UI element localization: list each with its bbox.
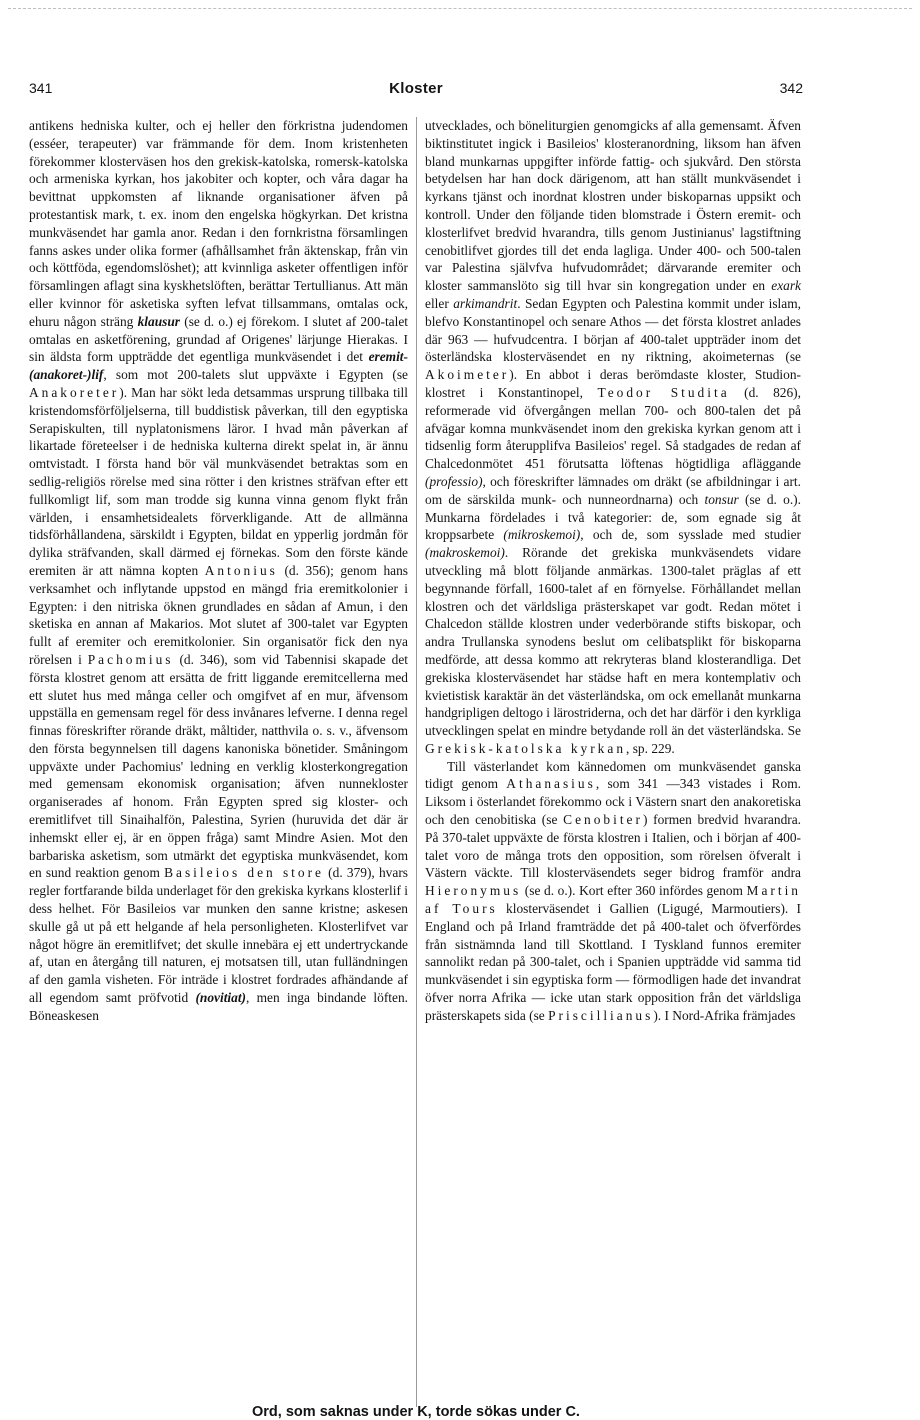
text-run: (d. 379), hvars regler fortfarande bilda underlaget för den grekiska kyrkans klosterlif i dess helhet. För Basileios var munken den sanne kristne; askesen skulle gå ut på ett helgande af hela personligheten. Klosterlifvet var något högre än eremitlifvet; det skulle innebära ej ett undertryckande af, utan en återgång till naturen, ej motsatsen till, utan fulländningen af den gamla visheten. För inträde i klostret fordrades afhändande af all egendom samt pröfvotid bbox=[29, 865, 408, 1006]
name-antonius: Antonius bbox=[204, 562, 278, 578]
text-run: utvecklades, och böneliturgien genomgicks af alla gemensamt. Äfven biktinstitutet ingick i Basileios' klosteranordning, liksom han äfven bland munkarnas uppgifter införde fattig- och sjukvård. Den största betydelsen har han dock därigenom, att han ställt munkväsendet i kyrkans tjänst och inordnat klostren under biskoparnas uppsikt och kontroll. Under den följande tiden blomstrade i Östern eremit- och klosterlifvet bredvid hvarandra, tills genom Justinianus' lagstiftning cenobitlifvet gjordes till det enda lagliga. Under 400- och 500-talen var Palestina självfva hufvudområdet; därvarande eremiter och kloster sammanslöto sig till hvar sin kongregation under en bbox=[425, 118, 801, 294]
crossref-akoimeter: Akoimeter bbox=[425, 367, 510, 383]
page-number-left: 341 bbox=[29, 80, 53, 96]
text-run: (d. 356); genom hans verksamhet och inflytande uppstod en mängd fria eremitkolonier i Egypten: i den nitriska öknen grundlades en sådan af Amun, i den sketiska en annan af Makarios. Mot slutet af 300-talet var Egypten fullt af eremiter och eremitkolonier. Sin organisatör fick den nya rörelsen i bbox=[29, 562, 408, 667]
text-run: , men inga bindande löften. Böneaskesen bbox=[29, 990, 408, 1023]
name-martin-af-tours: Martin af Tours bbox=[425, 883, 801, 917]
term-eremit: eremit-(anakoret-)lif bbox=[29, 349, 408, 383]
text-run: , som 341 —343 vistades i Rom. Liksom i österlandet förekommo ock i Västern snart den anakoretiska och den cenobitiska (se bbox=[425, 776, 801, 828]
term-klausur: klausur bbox=[137, 313, 181, 329]
text-run: ). En abbot i deras berömdaste kloster, Studion-klostret i Konstantinopel, bbox=[425, 367, 801, 400]
term-exark: exark bbox=[771, 278, 801, 294]
text-run: (se d. o.) ej förekom. I slutet af 200-talet omtalas en asketförening, grundad af Origenes' lärjunge Hierakas. I sin äldsta form uppträdde det egentliga munkväsendet i det bbox=[29, 313, 408, 365]
name-basileios: Basileios den store bbox=[164, 865, 324, 881]
crossref-grekisk-katolska: Grekisk-katolska kyrkan bbox=[425, 740, 627, 756]
name-athanasius: Athanasius bbox=[506, 776, 596, 792]
right-paragraph-1 bbox=[425, 117, 801, 758]
text-run: klosterväsendet i Gallien (Ligugé, Marmoutiers). I England och på Irland framträdde det på 400-talet och öfverfördes från sistnämnda land till Skottland. I Tyskland funnos eremiter sannolikt redan på 300-talet, och i Spanien uppträdde vid samma tid munkväsendet i sin egyptiska form — förmodligen hade det invandrat öfver norra Afrika — icke utan stark opposition från det världsliga prästerskapets sida (se bbox=[425, 901, 801, 1023]
page-footer-note: Ord, som saknas under K, torde sökas under C. bbox=[252, 1404, 580, 1420]
left-paragraph-1 bbox=[29, 117, 408, 1025]
name-teodor-studita: Teodor Studita bbox=[597, 384, 730, 400]
text-run: ) formen bredvid hvarandra. På 370-talet uppväxte de första klostren i Italien, och i början af 400-talet voro de många trots den opposition, som rörelsen öfveralt i Västern väckte. Till klosterväsendets seger bidrog framför andra bbox=[425, 812, 802, 881]
text-run: , och de, som sysslade med studier bbox=[580, 527, 801, 543]
top-border-rule bbox=[8, 8, 912, 9]
term-arkimandrit: arkimandrit bbox=[453, 295, 518, 311]
column-divider bbox=[416, 117, 417, 1407]
text-run: ). I Nord-Afrika främjades bbox=[653, 1007, 796, 1023]
right-paragraph-2 bbox=[425, 758, 801, 1025]
text-run: eller bbox=[425, 295, 454, 311]
term-makroskemoi: (makroskemoi) bbox=[425, 545, 505, 561]
name-pachomius: Pachomius bbox=[87, 651, 174, 667]
page-title: Kloster bbox=[389, 80, 443, 97]
crossref-priscillianus: Priscillianus bbox=[548, 1007, 654, 1023]
term-professio: (professio) bbox=[425, 473, 483, 489]
text-run: , sp. 229. bbox=[626, 740, 675, 756]
text-run: ). Man har sökt leda detsammas ursprung tillbaka till kristendomsförföljelserna, till buddistisk påverkan, till den egyptiska Serapiskulten, till nyplatonismens läror. I hvad mån påverkan af likartade företeelser i de hedniska kulterna direkt spelat in, är ännu omtvistadt. I första hand bör väl munkväsendet betraktas som en sedlig-religiös rörelse med sina rötter i den kristnes sträfvan efter ett fullkomligt lif, som man trodde sig kunna vinna genom flykt från världen, i ensamhetsidealets förverkligande. Att de allmänna tidsförhållandena, särskildt i Egypten, bildat en ypperlig jordmån för dylika sträfvanden, skall därmed ej förnekas. Som den förste kände eremiten är att nämna kopten bbox=[29, 384, 408, 578]
term-novitiat: (novitiat) bbox=[195, 990, 247, 1006]
name-hieronymus: Hieronymus bbox=[425, 883, 522, 899]
text-run: , och föreskrifter lämnades om dräkt (se afbildningar i art. om de särskilda munk- och nunneordnarna) och bbox=[425, 473, 801, 507]
page-header bbox=[29, 80, 803, 100]
term-tonsur: tonsur bbox=[704, 491, 739, 507]
crossref-anakoreter: Anakoreter bbox=[29, 384, 120, 400]
text-run: (se d. o.). Kort efter 360 infördes genom bbox=[521, 883, 747, 899]
text-run: (d. 346), som vid Tabennisi skapade det första klostret genom att ersätta de fritt liggande eremitcellerna med ett slutet hus med många celler och omgifvet af en mur, äfvensom uppställa en gemensam regel för dess invånares lefverne. I denna regel finnas föreskrifter rörande dräkt, måltider, natthvila o. s. v., äfvensom den första begynnelsen till dagens kanoniska bönetider. Småningom uppväxte under Pachomius' ledning en verklig klosterkongregation med gemensam ekonomisk organisation; äfven nunnekloster organiserades af honom. Från Egypten spred sig kloster- och eremitlifvet till Sinaihalfön, Palestina, Syrien (huruvida det där är inhemskt eller ej, är en öppen fråga) samt Mindre Asien. Mot den barbariska asketism, som utmärkt det egyptiska munkväsendet, kom en sund reaktion genom bbox=[29, 651, 409, 881]
page-number-right: 342 bbox=[779, 80, 803, 96]
text-run: . Rörande det grekiska munkväsendets vidare utveckling må blott följande anmärkas. 1300-talet präglas af ett begynnande förfall, 1600-talet af en förnyelse. Förhållandet mellan klostren och det världsliga prästerskapet var godt. Redan mötet i Chalcedon ställde klostren under vederbörande stifts biskopar, och andra Trullanska synodens beslut om celibatsplikt för biskoparna medförde, att dessa kommo att rekryteras bland klosterandliga. Det grekiska klosterväsendet har städse haft en mera kontemplativ och kvietistisk karaktär än det västerländska, om ock emellanåt munkarna handgripligen deltogo i lärostriderna, och det har därför i den kyrkliga utvecklingen spelat en mindre betydande roll än det västerländska. Se bbox=[425, 545, 801, 739]
term-mikroskemoi: (mikroskemoi) bbox=[503, 527, 581, 543]
right-column bbox=[425, 117, 801, 1025]
text-run: antikens hedniska kulter, och ej heller den förkristna judendomen (esséer, terapeuter) var främmande för dem. Inom kristenheten förekommer klosterväsen hos den grekisk-katolska, romersk-katolska och armeniska kyrkan, hos jakobiter och kopter, och våra dagar ha bevittnat uppkomsten af liknande organisationer äfven på protestantisk mark, t. ex. inom den engelska högkyrkan. Det kristna munkväsendet har gamla anor. Redan i den fornkristna församlingen fanns askes under olika former (afhållsamhet från äktenskap, från vin och köttföda, egendomslöshet); att kvinnliga asketer offentligen inför församlingen aflagt sina kyskhetslöften, berättar Tertullianus. Att män eller kvinnor för asketiska syften lefvat tillsammans, omtalas ock, ehuru någon sträng bbox=[29, 118, 408, 329]
left-column bbox=[29, 117, 408, 1025]
text-run: , som mot 200-talets slut uppväxte i Egypten (se bbox=[103, 367, 408, 383]
text-run: Till västerlandet kom kännedomen om munkväsendet ganska tidigt genom bbox=[425, 758, 801, 792]
text-run: (d. 826), reformerade vid öfvergången mellan 700- och 800-talen det på afvägar komna munkväsendet inom den grekiska kyrkan genom att i tidsenlig form återupplifva Basileios' regel. Så stadgades de redan af Chalcedonmötet 451 förutsatta löftenas högtidliga afläggande bbox=[425, 384, 801, 472]
text-run: (se d. o.). Munkarna fördelades i två kategorier: de, som egnade sig åt kroppsarbete bbox=[425, 491, 801, 543]
crossref-cenobiter: Cenobiter bbox=[563, 812, 643, 828]
text-run: . Sedan Egypten och Palestina kommit under islam, blefvo Konstantinopel och senare Athos — det första klostret anlades där 963 — hufvudcentra. I början af 400-talet uppträder inom det österländska klosterväsendet en ny riktning, akoimeternas (se bbox=[425, 295, 801, 365]
